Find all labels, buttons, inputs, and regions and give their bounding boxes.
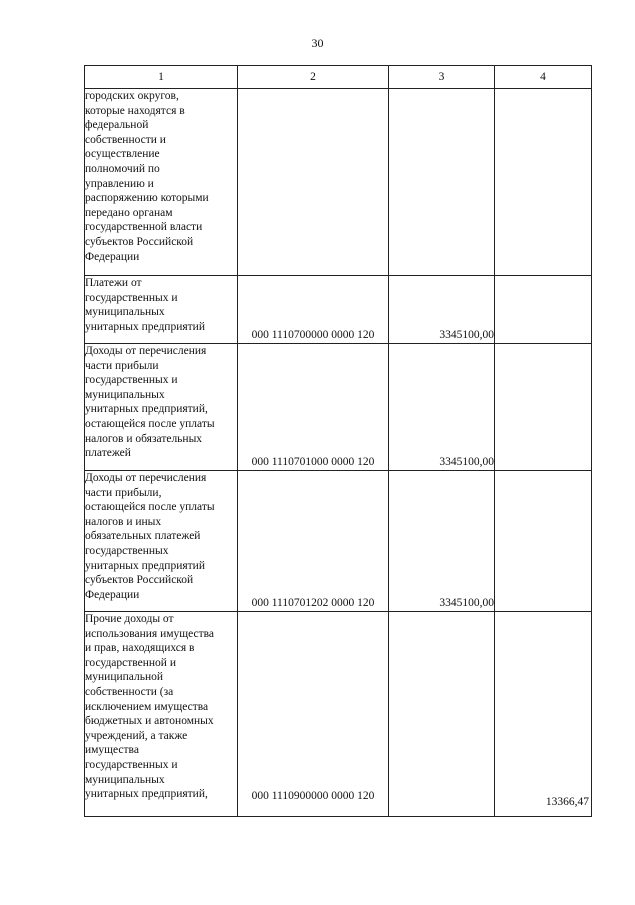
row-amount-col3: 3345100,00 (389, 471, 495, 612)
row-amount-col4 (495, 276, 592, 344)
table-row (85, 276, 592, 344)
row-amount-col4 (495, 89, 592, 276)
header-row (85, 66, 592, 89)
row-name-cell: городских округов, которые находятся в федеральной собственности и осуществление полномочий по управлению и распоряжению которыми передано органам государственной власти субъектов Российской Федерации (85, 89, 238, 276)
row-amount-col4 (495, 471, 592, 612)
row-amount-col3 (389, 612, 495, 817)
page-number: 30 (311, 36, 324, 50)
row-name-cell: Прочие доходы от использования имущества и прав, находящихся в государственной и муниципальной собственности (за исключением имущества бюджетных и автономных учреждений, а также имущества государственных и муниципальных унитарных предприятий, (85, 612, 238, 817)
row-name-cell: Платежи от государственных и муниципальных унитарных предприятий (85, 276, 238, 344)
row-name-cell: Доходы от перечисления части прибыли государственных и муниципальных унитарных предприятий, остающейся после уплаты налогов и обязательных платежей (85, 344, 238, 471)
row-amount-col4 (495, 344, 592, 471)
row-amount-col3: 3345100,00 (389, 276, 495, 344)
row-code-cell: 000 1110900000 0000 120 (238, 612, 389, 817)
column-header-4: 4 (495, 66, 592, 89)
table-row (85, 344, 592, 471)
column-header-1: 1 (85, 66, 238, 89)
row-code-cell (238, 89, 389, 276)
row-code-cell: 000 1110700000 0000 120 (238, 276, 389, 344)
column-header-3: 3 (389, 66, 495, 89)
row-amount-col3: 3345100,00 (389, 344, 495, 471)
row-code-cell: 000 1110701202 0000 120 (238, 471, 389, 612)
budget-table (84, 65, 592, 817)
row-code-cell: 000 1110701000 0000 120 (238, 344, 389, 471)
table-row (85, 612, 592, 817)
row-name-cell: Доходы от перечисления части прибыли, остающейся после уплаты налогов и иных обязательных платежей государственных унитарных предприятий субъектов Российской Федерации (85, 471, 238, 612)
column-header-2: 2 (238, 66, 389, 89)
table-row (85, 471, 592, 612)
row-amount-col4: 13366,47 (495, 612, 592, 817)
table-row (85, 89, 592, 276)
row-amount-col3 (389, 89, 495, 276)
